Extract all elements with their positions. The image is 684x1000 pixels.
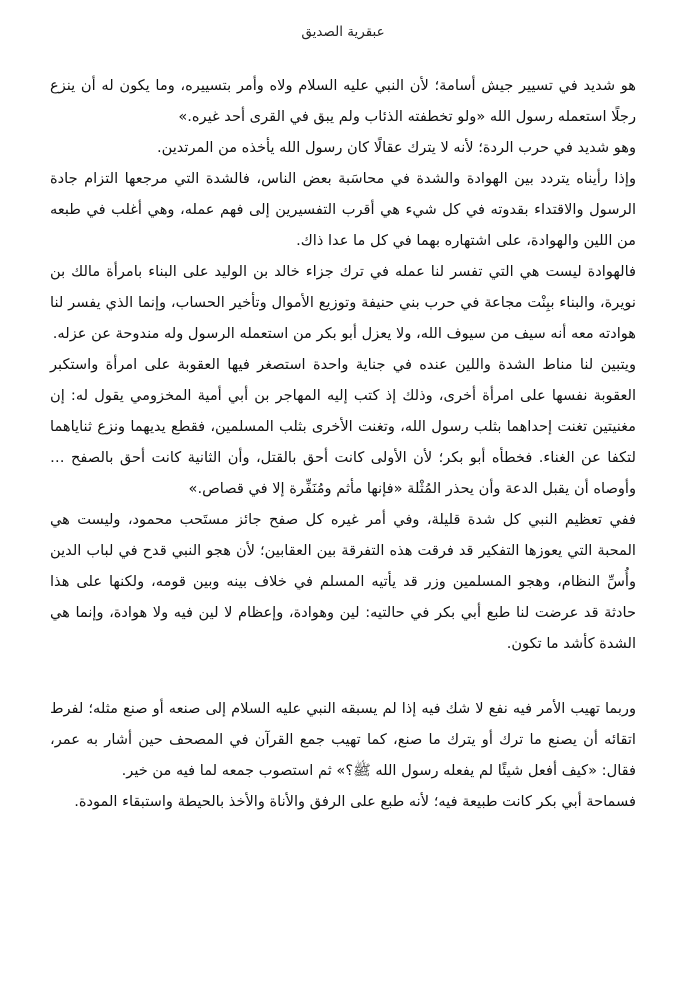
paragraph: ويتبين لنا مناط الشدة واللين عنده في جناية واحدة استصغر فيها العقوبة على امرأة واستكبر العقوبة نفسها على امرأة أخرى، وذلك إذ كتب إليه المهاجر بن أبي أمية المخزومي يقول له: إن مغنيتين تغنت إحداهما بثلب رسول الله، وتغنت الأخرى بثلب المسلمين، فقطع يديهما ونزع ثناياهما لتكفا عن الغناء. فخطأه أبو بكر؛ لأن الأولى كانت أحق بالقتل، وأن الثانية كانت أحق بالصفح … وأوصاه أن يقبل الدعة وأن يحذر المُثْلة «فإنها مأثم ومُنَفِّرة إلا في قصاص.» — [50, 356, 636, 497]
paragraph: فسماحة أبي بكر كانت طبيعة فيه؛ لأنه طبع على الرفق والأناة والأخذ بالحيطة واستبقاء المودة. — [74, 793, 636, 810]
paragraph: وربما تهيب الأمر فيه نفع لا شك فيه إذا لم يسبقه النبي عليه السلام إلى صنعه أو صنع مثله؛ لفرط اتقائه أن يصنع ما ترك أو يترك ما صنع، كما تهيب جمع القرآن في المصحف حين أشار به عمر، فقال: «كيف أفعل شيئًا لم يفعله رسول الله ﷺ؟» ثم استصوب جمعه لما فيه من خير. — [50, 700, 636, 779]
paragraph: ففي تعظيم النبي كل شدة قليلة، وفي أمر غيره كل صفح جائز مستَحب محمود، وليست هي المحبة التي يعوزها التفكير قد فرقت هذه التفرقة بين العقابين؛ لأن هجو النبي قدح في لباب الدين وأُسِّ النظام، وهجو المسلمين وزر قد يأتيه المسلم في خلاف بينه وبين قومه، ولكنها على هذا حادثة قد عرضت لنا طبع أبي بكر في حالتيه: لين وهوادة، وإعظام لا لين فيه ولا هوادة، وإنما هي الشدة كأشد ما تكون. — [50, 511, 636, 652]
paragraph: وإذا رأيناه يتردد بين الهوادة والشدة في محاسَبة بعض الناس، فالشدة التي مرجعها التزام جادة الرسول والاقتداء بقدوته في كل شيء هي أقرب التفسيرين إلى فهم عمله، وهي أغلب في طبعه من اللين والهوادة، على اشتهاره بهما في كل ما عدا ذاك. — [50, 170, 636, 249]
body-text — [50, 70, 636, 817]
paragraph: هو شديد في تسيير جيش أسامة؛ لأن النبي عليه السلام ولاه وأمر بتسييره، وما يكون له أن ينزع رجلًا استعمله رسول الله «ولو تخطفته الذئاب ولم يبق في القرى أحد غيره.» — [50, 77, 636, 125]
paragraph: فالهوادة ليست هي التي تفسر لنا عمله في ترك جزاء خالد بن الوليد على البناء بامرأة مالك بن نويرة، والبناء ببِنْت مجاعة في حرب بني حنيفة وتوزيع الأموال وتأخير الحساب، وإنما الذي يفسر لنا هوادته معه أنه سيف من سيوف الله، ولا يعزل أبو بكر من استعمله الرسول وله مندوحة عن عزله. — [50, 263, 636, 342]
running-head: عبقرية الصديق — [301, 24, 385, 40]
paragraph: وهو شديد في حرب الردة؛ لأنه لا يترك عقالًا كان رسول الله يأخذه من المرتدين. — [156, 139, 636, 156]
